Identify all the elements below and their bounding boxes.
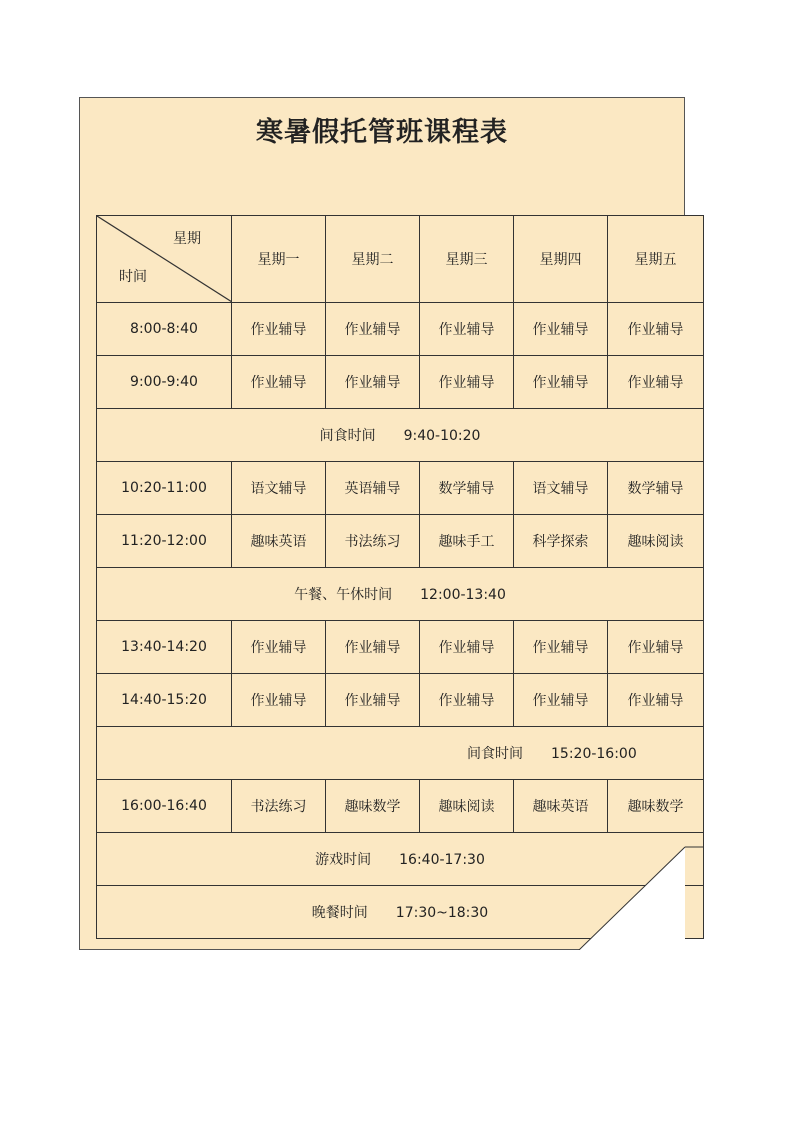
break-cell [97, 409, 704, 462]
class-cell: 作业辅导 [232, 303, 326, 356]
schedule-table [96, 215, 704, 939]
table-row [97, 515, 704, 568]
class-cell: 作业辅导 [420, 356, 514, 409]
break-cell [97, 727, 704, 780]
break-time: 16:40-17:30 [399, 852, 485, 868]
class-cell: 趣味数学 [608, 780, 704, 833]
break-time: 15:20-16:00 [551, 746, 637, 762]
time-cell: 10:20-11:00 [97, 462, 232, 515]
class-cell: 作业辅导 [326, 303, 420, 356]
time-cell: 14:40-15:20 [97, 674, 232, 727]
diagonal-divider [97, 216, 232, 302]
class-cell: 趣味数学 [326, 780, 420, 833]
class-cell: 科学探索 [514, 515, 608, 568]
class-cell: 书法练习 [326, 515, 420, 568]
class-cell: 作业辅导 [326, 356, 420, 409]
class-cell: 作业辅导 [514, 356, 608, 409]
class-cell: 作业辅导 [326, 674, 420, 727]
break-label: 间食时间 [319, 428, 376, 444]
class-cell: 作业辅导 [232, 356, 326, 409]
break-label: 游戏时间 [315, 852, 372, 868]
day-header: 星期二 [326, 216, 420, 303]
break-cell [97, 568, 704, 621]
break-row [97, 833, 704, 886]
header-row [97, 216, 704, 303]
time-cell: 9:00-9:40 [97, 356, 232, 409]
day-header: 星期四 [514, 216, 608, 303]
break-row [97, 409, 704, 462]
table-row [97, 356, 704, 409]
break-cell [97, 833, 704, 886]
day-header: 星期一 [232, 216, 326, 303]
class-cell: 数学辅导 [608, 462, 704, 515]
break-time: 17:30~18:30 [395, 905, 489, 921]
class-cell: 作业辅导 [514, 621, 608, 674]
corner-cell [97, 216, 232, 303]
break-row [97, 568, 704, 621]
table-row [97, 780, 704, 833]
class-cell: 作业辅导 [232, 674, 326, 727]
class-cell: 作业辅导 [420, 303, 514, 356]
day-header: 星期五 [608, 216, 704, 303]
table-row [97, 462, 704, 515]
break-label: 间食时间 [467, 746, 523, 762]
class-cell: 趣味英语 [514, 780, 608, 833]
class-cell: 趣味手工 [420, 515, 514, 568]
day-header: 星期三 [420, 216, 514, 303]
time-cell: 8:00-8:40 [97, 303, 232, 356]
class-cell: 作业辅导 [514, 303, 608, 356]
table-row [97, 674, 704, 727]
table-row [97, 621, 704, 674]
class-cell: 作业辅导 [514, 674, 608, 727]
class-cell: 数学辅导 [420, 462, 514, 515]
page-title: 寒暑假托管班课程表 [256, 117, 508, 148]
time-cell: 13:40-14:20 [97, 621, 232, 674]
break-row [97, 727, 704, 780]
class-cell: 趣味阅读 [608, 515, 704, 568]
table-row [97, 303, 704, 356]
break-time: 9:40-10:20 [403, 428, 481, 444]
break-row [97, 886, 704, 939]
class-cell: 趣味阅读 [420, 780, 514, 833]
break-cell [97, 886, 704, 939]
class-cell: 作业辅导 [420, 621, 514, 674]
corner-time-label: 时间 [119, 269, 147, 285]
class-cell: 作业辅导 [420, 674, 514, 727]
break-label: 午餐、午休时间 [294, 587, 393, 603]
class-cell: 趣味英语 [232, 515, 326, 568]
class-cell: 英语辅导 [326, 462, 420, 515]
class-cell: 作业辅导 [232, 621, 326, 674]
class-cell: 作业辅导 [608, 356, 704, 409]
class-cell: 作业辅导 [608, 674, 704, 727]
class-cell: 语文辅导 [232, 462, 326, 515]
class-cell: 作业辅导 [608, 621, 704, 674]
time-cell: 16:00-16:40 [97, 780, 232, 833]
class-cell: 作业辅导 [608, 303, 704, 356]
break-label: 晚餐时间 [311, 905, 368, 921]
corner-day-label: 星期 [173, 231, 201, 247]
time-cell: 11:20-12:00 [97, 515, 232, 568]
class-cell: 语文辅导 [514, 462, 608, 515]
class-cell: 作业辅导 [326, 621, 420, 674]
break-time: 12:00-13:40 [420, 587, 506, 603]
class-cell: 书法练习 [232, 780, 326, 833]
